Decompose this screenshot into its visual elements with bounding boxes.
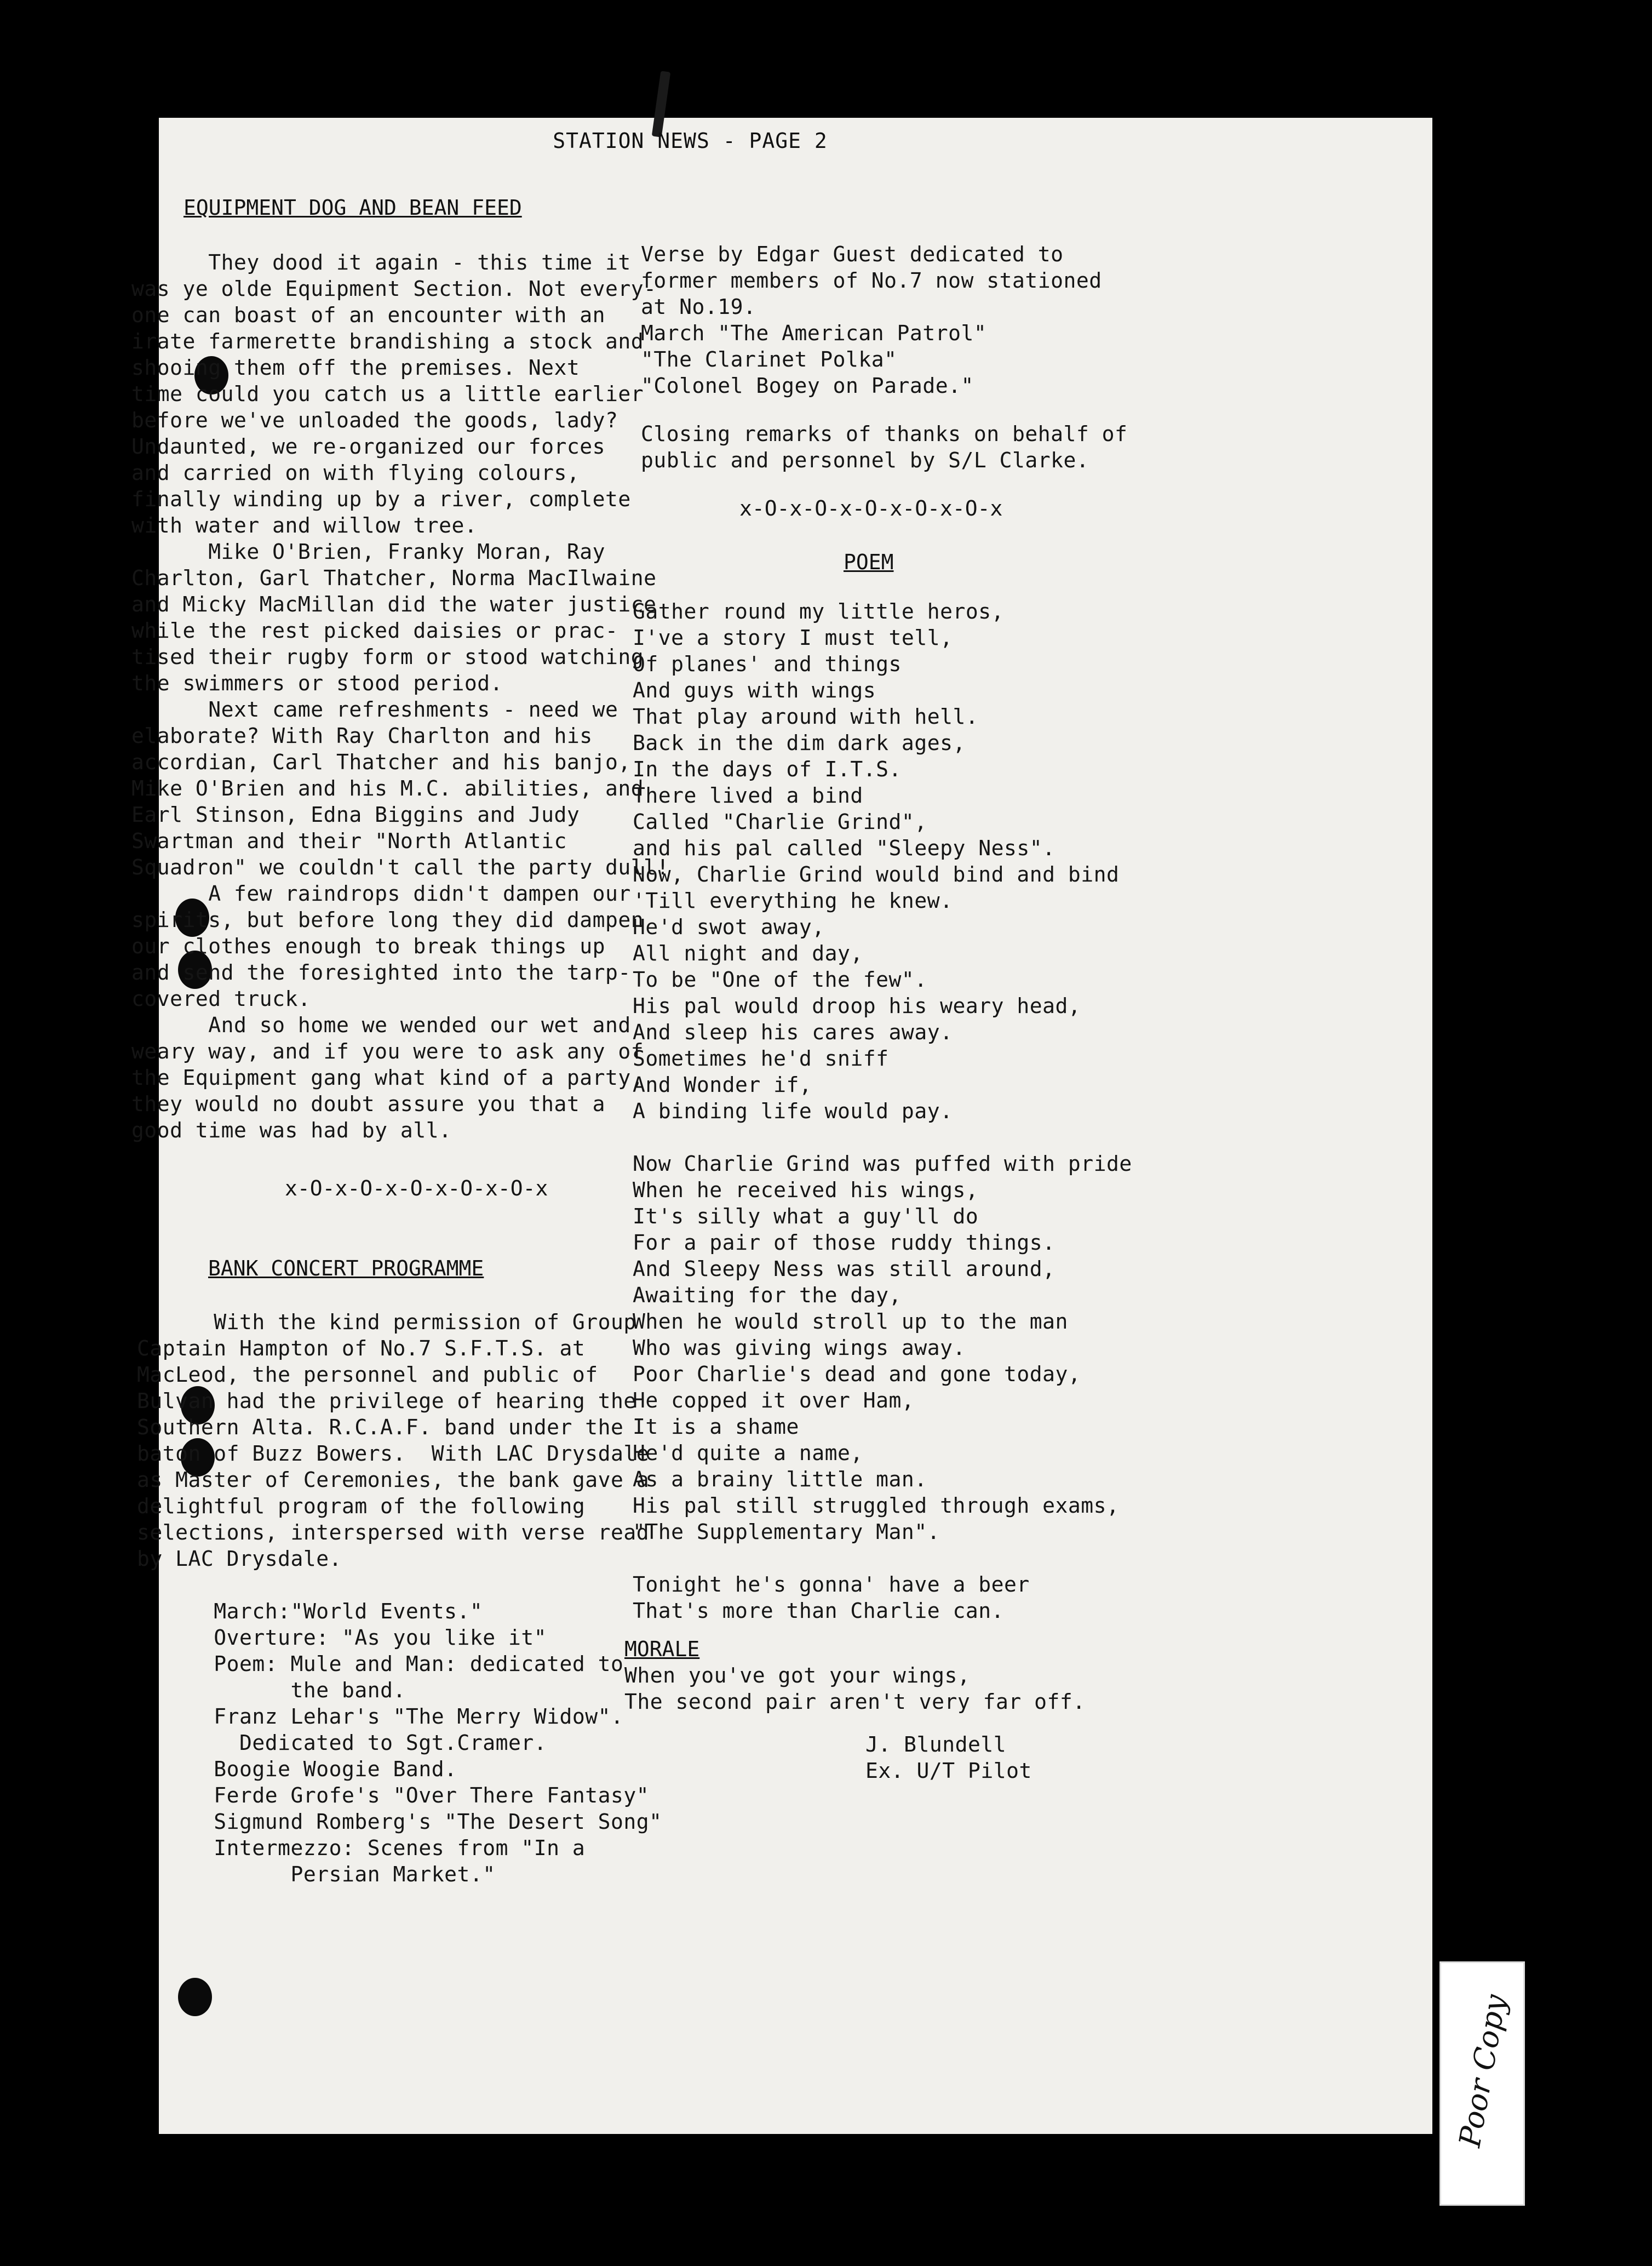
text-line: Squadron" we couldn't call the party dull! — [131, 855, 669, 879]
text-line: the swimmers or stood period. — [131, 671, 503, 695]
text-line: Next came refreshments - need we — [131, 697, 618, 722]
right-column — [624, 241, 1276, 1784]
text-line: Sometimes he'd sniff — [633, 1046, 889, 1071]
page-header: STATION NEWS - PAGE 2 — [553, 129, 828, 153]
poem-stanza — [633, 1151, 1276, 1545]
text-line: And sleep his cares away. — [633, 1020, 953, 1044]
text-line: And so home we wended our wet and — [131, 1013, 631, 1037]
text-line: It's silly what a guy'll do — [633, 1204, 979, 1228]
text-line: former members of No.7 now stationed — [641, 268, 1102, 293]
text-line: And guys with wings — [633, 678, 876, 702]
text-line: Franz Lehar's "The Merry Widow". — [137, 1704, 624, 1729]
text-line: one can boast of an encounter with an — [131, 303, 605, 327]
text-line: Mike O'Brien and his M.C. abilities, and — [131, 776, 644, 800]
text-line: at No.19. — [641, 295, 756, 319]
text-line: Now, Charlie Grind would bind and bind — [633, 862, 1120, 886]
text-line: Now Charlie Grind was puffed with pride — [633, 1152, 1132, 1176]
text-line: Called "Charlie Grind", — [633, 810, 927, 834]
text-line: tised their rugby form or stood watching — [131, 645, 644, 669]
text-line: Sigmund Romberg's "The Desert Song" — [137, 1810, 662, 1834]
poem-title: POEM — [844, 550, 894, 574]
text-line: they would no doubt assure you that a — [131, 1092, 605, 1116]
text-line: delightful program of the following — [137, 1494, 586, 1518]
text-line: good time was had by all. — [131, 1118, 452, 1142]
poem-body — [624, 598, 1276, 1624]
text-line: As a brainy little man. — [633, 1467, 927, 1491]
text-line: Persian Market." — [137, 1862, 496, 1886]
text-line: Closing remarks of thanks on behalf of — [641, 422, 1128, 446]
text-line: In the days of I.T.S. — [633, 757, 902, 781]
text-line: irate farmerette brandishing a stock and — [131, 329, 644, 353]
text-line: March:"World Events." — [137, 1599, 483, 1623]
text-line: accordian, Carl Thatcher and his banjo, — [131, 750, 631, 774]
article-title-equipment: EQUIPMENT DOG AND BEAN FEED — [183, 196, 522, 220]
text-line: All night and day, — [633, 941, 863, 965]
text-line: His pal would droop his weary head, — [633, 994, 1081, 1018]
text-line: while the rest picked daisies or prac- — [131, 619, 618, 643]
text-line: Mike O'Brien, Franky Moran, Ray — [131, 540, 605, 564]
text-line: When he would stroll up to the man — [633, 1309, 1068, 1334]
text-line: shooing them off the premises. Next — [131, 356, 580, 380]
text-line: Bulvan had the privilege of hearing the — [137, 1389, 636, 1413]
morale-title: MORALE — [624, 1637, 700, 1661]
stamp-label: Poor Copy — [1452, 1992, 1513, 2150]
poem-stanza — [633, 598, 1276, 1124]
text-line: Verse by Edgar Guest dedicated to — [641, 242, 1064, 266]
text-line: His pal still struggled through exams, — [633, 1494, 1120, 1518]
poem-stanza — [633, 1571, 1276, 1624]
text-line: I've a story I must tell, — [633, 626, 953, 650]
text-line: There lived a bind — [633, 783, 863, 808]
paragraph — [624, 1662, 1276, 1715]
paragraph — [641, 421, 1276, 473]
text-line: and his pal called "Sleepy Ness". — [633, 836, 1056, 860]
text-line: The second pair aren't very far off. — [624, 1690, 1086, 1714]
text-line: With the kind permission of Group — [137, 1310, 636, 1334]
text-line: To be "One of the few". — [633, 968, 927, 992]
text-line: finally winding up by a river, complete — [131, 487, 631, 511]
text-line: Poem: Mule and Man: dedicated to — [137, 1652, 624, 1676]
text-line: Awaiting for the day, — [633, 1283, 902, 1307]
text-line: before we've unloaded the goods, lady? — [131, 408, 618, 432]
separator: x-O-x-O-x-O-x-O-x-O-x — [285, 1176, 548, 1200]
article-title-bank-concert: BANK CONCERT PROGRAMME — [208, 1256, 484, 1280]
text-line: Southern Alta. R.C.A.F. band under the — [137, 1415, 624, 1439]
text-line: Tonight he's gonna' have a beer — [633, 1572, 1030, 1596]
text-line: Charlton, Garl Thatcher, Norma MacIlwaine — [131, 566, 657, 590]
text-line: selections, interspersed with verse read — [137, 1520, 650, 1544]
text-line: When he received his wings, — [633, 1178, 979, 1202]
text-line: and Micky MacMillan did the water justice — [131, 592, 657, 616]
text-line: Of planes' and things — [633, 652, 902, 676]
paragraph — [641, 241, 1276, 399]
text-line: public and personnel by S/L Clarke. — [641, 448, 1089, 472]
text-line: A binding life would pay. — [633, 1099, 953, 1123]
text-line: and carried on with flying colours, — [131, 461, 580, 485]
text-line: Poor Charlie's dead and gone today, — [633, 1362, 1081, 1386]
text-line: baton of Buzz Bowers. With LAC Drysdale — [137, 1441, 650, 1466]
text-line: When you've got your wings, — [624, 1663, 971, 1687]
binder-hole — [178, 1978, 212, 2016]
text-line: Captain Hampton of No.7 S.F.T.S. at — [137, 1336, 586, 1360]
text-line: Overture: "As you like it" — [137, 1626, 547, 1650]
text-line: spirits, but before long they did dampen — [131, 908, 644, 932]
text-line: That play around with hell. — [633, 705, 979, 729]
text-line: Swartman and their "North Atlantic — [131, 829, 567, 853]
text-line: elaborate? With Ray Charlton and his — [131, 724, 593, 748]
text-line: Ferde Grofe's "Over There Fantasy" — [137, 1783, 650, 1807]
text-line: Undaunted, we re-organized our forces — [131, 434, 605, 459]
text-line: He'd quite a name, — [633, 1441, 863, 1465]
text-line: our clothes enough to break things up — [131, 934, 605, 958]
text-line: "The Clarinet Polka" — [641, 347, 897, 371]
text-line: They dood it again - this time it — [131, 250, 631, 274]
separator: x-O-x-O-x-O-x-O-x-O-x — [739, 496, 1003, 520]
morale-body — [624, 1662, 1276, 1715]
text-line: weary way, and if you were to ask any of — [131, 1039, 644, 1063]
text-line: Dedicated to Sgt.Cramer. — [137, 1731, 547, 1755]
text-line: Intermezzo: Scenes from "In a — [137, 1836, 586, 1860]
text-line: Ex. U/T Pilot — [865, 1759, 1032, 1783]
text-line: covered truck. — [131, 987, 311, 1011]
text-line: with water and willow tree. — [131, 513, 478, 537]
signature-lines — [865, 1731, 1276, 1784]
text-line: Boogie Woogie Band. — [137, 1757, 457, 1781]
text-line: the band. — [137, 1678, 406, 1702]
text-line: Gather round my little heros, — [633, 599, 1004, 623]
text-line: For a pair of those ruddy things. — [633, 1231, 1056, 1255]
text-line: A few raindrops didn't dampen our — [131, 882, 631, 906]
text-line: was ye olde Equipment Section. Not every- — [131, 277, 657, 301]
text-line: "The Supplementary Man". — [633, 1520, 940, 1544]
text-line: as Master of Ceremonies, the bank gave a — [137, 1468, 650, 1492]
program-continued — [624, 241, 1276, 473]
text-line: Who was giving wings away. — [633, 1336, 966, 1360]
text-line: He'd swot away, — [633, 915, 825, 939]
text-line: March "The American Patrol" — [641, 321, 987, 345]
text-line: by LAC Drysdale. — [137, 1547, 342, 1571]
text-line: time could you catch us a little earlier — [131, 382, 644, 406]
signature — [624, 1731, 1276, 1784]
text-line: and send the foresighted into the tarp- — [131, 960, 631, 985]
text-line: Earl Stinson, Edna Biggins and Judy — [131, 803, 580, 827]
text-line: He copped it over Ham, — [633, 1388, 915, 1412]
text-line: J. Blundell — [865, 1732, 1007, 1756]
text-line: the Equipment gang what kind of a party, — [131, 1066, 644, 1090]
text-line: And Wonder if, — [633, 1073, 812, 1097]
text-line: 'Till everything he knew. — [633, 889, 953, 913]
text-line: Back in the dim dark ages, — [633, 731, 966, 755]
text-line: And Sleepy Ness was still around, — [633, 1257, 1056, 1281]
text-line: MacLeod, the personnel and public of — [137, 1363, 598, 1387]
text-line: "Colonel Bogey on Parade." — [641, 374, 974, 398]
text-line: That's more than Charlie can. — [633, 1599, 1004, 1623]
text-line: It is a shame — [633, 1415, 799, 1439]
